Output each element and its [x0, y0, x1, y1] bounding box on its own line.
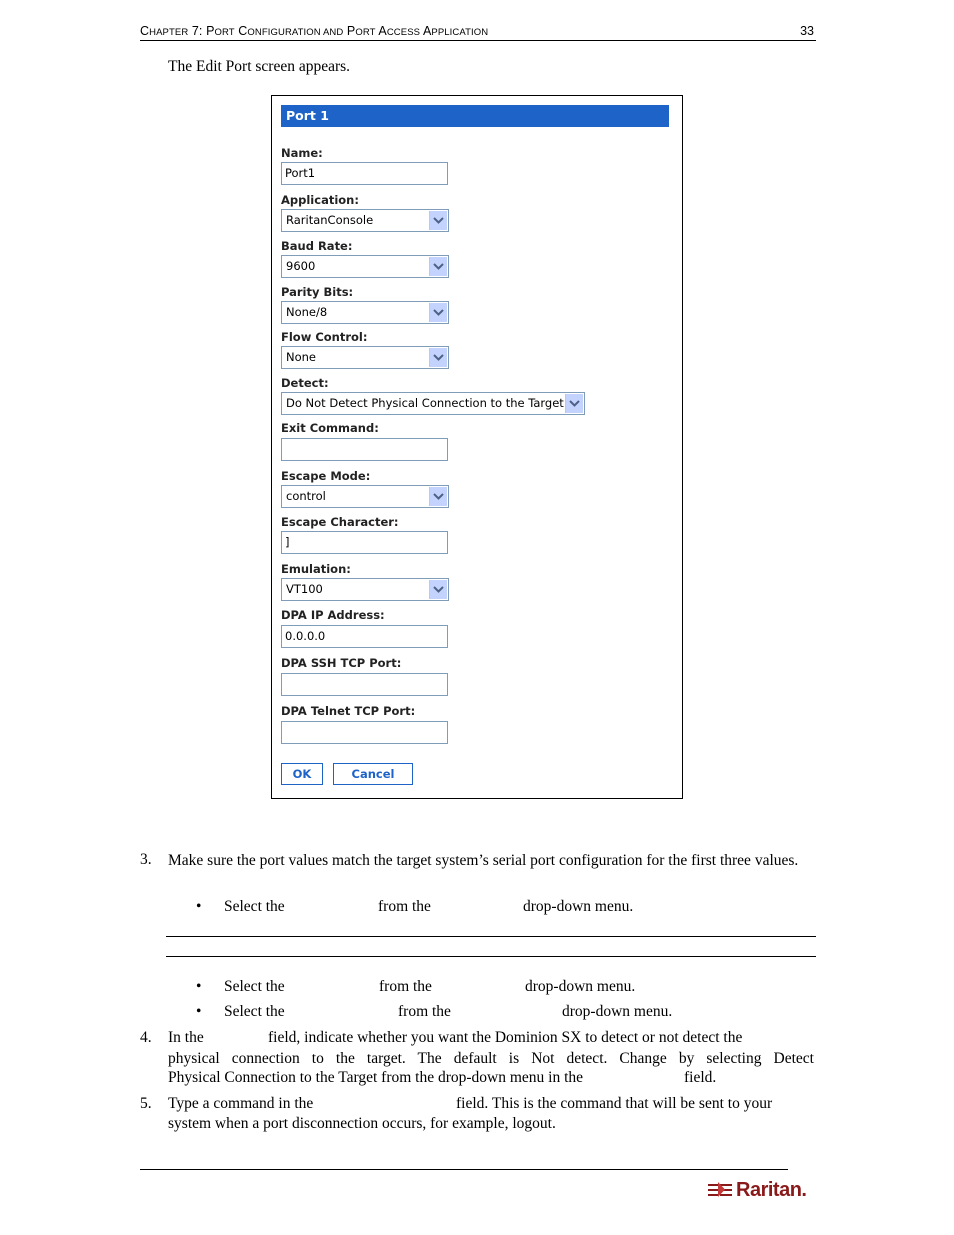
- running-header: [140, 22, 816, 41]
- baud-rate-label: Baud Rate:: [281, 239, 353, 253]
- chevron-down-icon: [429, 257, 447, 276]
- step-number: 5.: [140, 1095, 152, 1112]
- bullet-text-a: Select the: [224, 898, 285, 915]
- step-number: 3.: [140, 851, 152, 868]
- bullet-text-c: drop-down menu.: [525, 978, 636, 995]
- dpa-ssh-port-input[interactable]: [281, 673, 448, 696]
- title-part: CHAPTER: [140, 24, 189, 38]
- chevron-down-icon: [429, 211, 447, 230]
- title-part: PORT: [346, 24, 376, 38]
- parity-bits-label: Parity Bits:: [281, 285, 354, 299]
- page-number: 33: [800, 24, 814, 38]
- chevron-down-icon: [429, 303, 447, 322]
- flow-control-value: None: [286, 350, 317, 364]
- bullet-text-b: from the: [379, 978, 432, 995]
- chevron-down-icon: [565, 394, 583, 413]
- bullet-marker: •: [196, 978, 202, 995]
- detect-select[interactable]: [281, 392, 585, 415]
- title-part: CONFIGURATION AND: [238, 24, 344, 38]
- flow-control-label: Flow Control:: [281, 330, 368, 344]
- step-4-line-1a: In the: [168, 1029, 204, 1046]
- raritan-logo-text: Raritan.: [736, 1179, 807, 1201]
- bullet-text-b: from the: [398, 1003, 451, 1020]
- bullet-text-a: Select the: [224, 978, 285, 995]
- bullet-text-c: drop-down menu.: [562, 1003, 673, 1020]
- ok-button[interactable]: OK: [281, 763, 323, 785]
- footer-divider: [140, 1169, 788, 1170]
- chapter-title: [140, 24, 488, 38]
- step-5-line-1b: field. This is the command that will be sent to your: [456, 1095, 773, 1112]
- step-4-line-2: physical connection to the target. The default is Not detect. Change by selecting Detect: [168, 1050, 814, 1067]
- application-select[interactable]: [281, 209, 449, 232]
- title-part: ACCESS: [378, 24, 421, 38]
- escape-character-label: Escape Character:: [281, 515, 399, 529]
- application-label: Application:: [281, 193, 359, 207]
- detect-value: Do Not Detect Physical Connection to the Target: [286, 396, 564, 410]
- title-part: APPLICATION: [422, 24, 489, 38]
- escape-mode-select[interactable]: [281, 485, 449, 508]
- bullet-text-c: drop-down menu.: [523, 898, 634, 915]
- baud-rate-select[interactable]: [281, 255, 449, 278]
- emulation-label: Emulation:: [281, 562, 351, 576]
- escape-character-input[interactable]: ]: [281, 531, 448, 554]
- port-title-bar: Port 1: [281, 105, 669, 127]
- application-value: RaritanConsole: [286, 213, 374, 227]
- detect-label: Detect:: [281, 376, 329, 390]
- note-divider-bottom: [166, 956, 816, 957]
- bullet-marker: •: [196, 898, 202, 915]
- intro-text: The Edit Port screen appears.: [168, 58, 351, 75]
- step-5-line-2: system when a port disconnection occurs, for example, logout.: [168, 1115, 556, 1132]
- dpa-ssh-port-label: DPA SSH TCP Port:: [281, 656, 402, 670]
- emulation-value: VT100: [286, 582, 323, 596]
- emulation-select[interactable]: [281, 578, 449, 601]
- exit-command-input[interactable]: [281, 438, 448, 461]
- baud-rate-value: 9600: [286, 259, 316, 273]
- chevron-down-icon: [429, 487, 447, 506]
- step-4-line-3a: Physical Connection to the Target from the drop-down menu in the: [168, 1069, 584, 1086]
- escape-mode-label: Escape Mode:: [281, 469, 371, 483]
- escape-mode-value: control: [286, 489, 326, 503]
- step-4-line-1b: field, indicate whether you want the Dominion SX to detect or not detect the: [268, 1029, 743, 1046]
- cancel-button[interactable]: Cancel: [333, 763, 413, 785]
- title-part: PORT: [206, 24, 235, 38]
- step-number: 4.: [140, 1029, 152, 1046]
- name-label: Name:: [281, 146, 323, 160]
- bullet-text-b: from the: [378, 898, 431, 915]
- note-divider-top: [166, 936, 816, 937]
- parity-bits-value: None/8: [286, 305, 328, 319]
- step-3-text: Make sure the port values match the target system’s serial port configuration for the first three values.: [168, 852, 799, 869]
- dpa-ip-input[interactable]: 0.0.0.0: [281, 625, 448, 648]
- exit-command-label: Exit Command:: [281, 421, 379, 435]
- chevron-down-icon: [429, 348, 447, 367]
- chevron-down-icon: [429, 580, 447, 599]
- edit-port-screenshot: [271, 95, 683, 799]
- dpa-telnet-port-label: DPA Telnet TCP Port:: [281, 704, 416, 718]
- bullet-marker: •: [196, 1003, 202, 1020]
- dpa-ip-label: DPA IP Address:: [281, 608, 385, 622]
- bullet-text-a: Select the: [224, 1003, 285, 1020]
- parity-bits-select[interactable]: [281, 301, 449, 324]
- name-input[interactable]: Port1: [281, 162, 448, 185]
- dpa-telnet-port-input[interactable]: [281, 721, 448, 744]
- step-4-line-3b: field.: [684, 1069, 717, 1086]
- step-5-line-1a: Type a command in the: [168, 1095, 314, 1112]
- flow-control-select[interactable]: [281, 346, 449, 369]
- title-part: 7:: [188, 24, 207, 38]
